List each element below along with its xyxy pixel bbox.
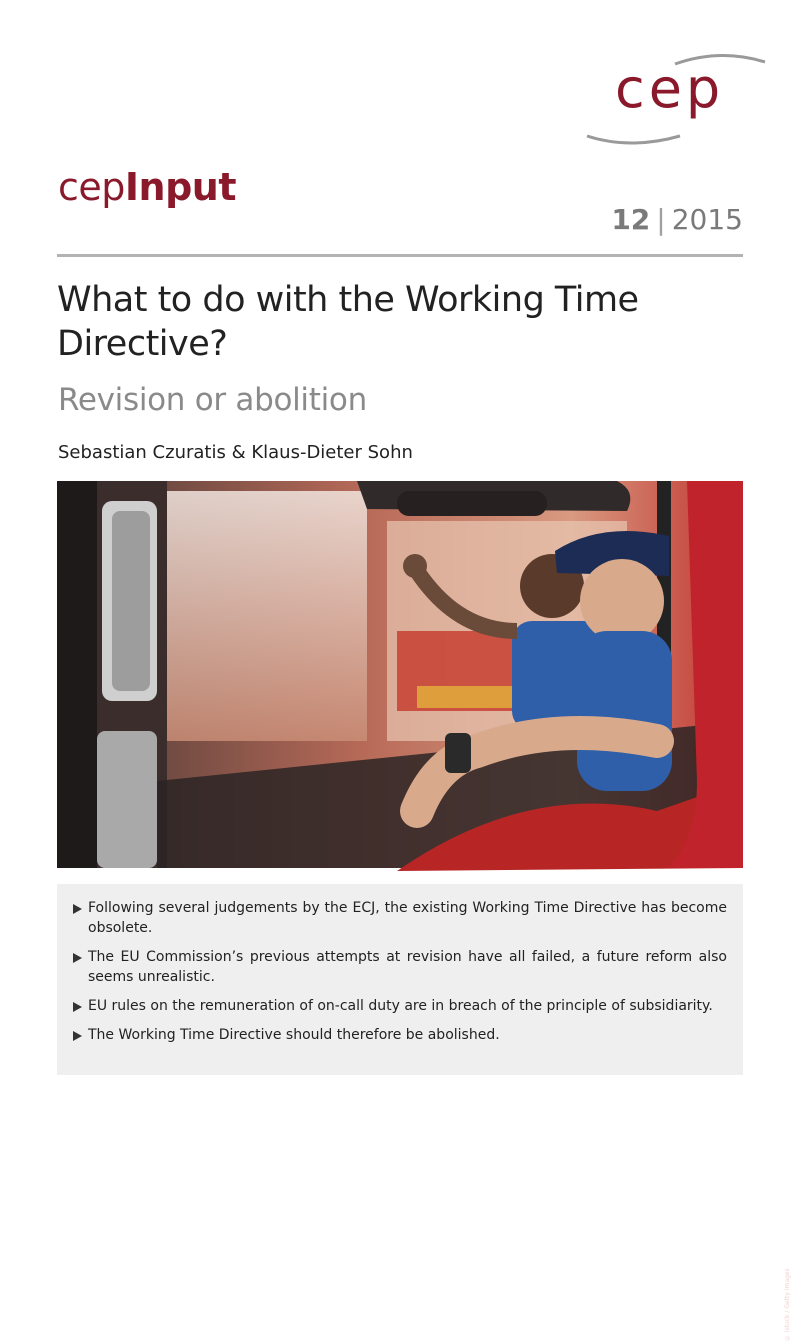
summary-list: [73, 898, 727, 1045]
summary-item: [73, 898, 727, 938]
cep-logo: [585, 50, 765, 150]
authors: Sebastian Czuratis & Klaus-Dieter Sohn: [58, 442, 413, 463]
summary-item: [73, 1025, 727, 1045]
arrow-right-icon: [73, 953, 82, 963]
summary-item-text: EU rules on the remuneration of on-call duty are in breach of the principle of subsidiarity.: [88, 998, 713, 1014]
photo-credit: © istock / Getty Images: [784, 1268, 791, 1341]
issue-num: 12: [611, 203, 651, 236]
summary-box: [57, 884, 743, 1075]
series-prefix: cep: [58, 165, 125, 209]
issue-year: 2015: [671, 203, 743, 236]
series-suffix: Input: [124, 165, 237, 209]
logo-text: cep: [615, 57, 725, 120]
summary-item-text: The Working Time Directive should therefore be abolished.: [88, 1027, 500, 1043]
arrow-right-icon: [73, 904, 82, 914]
summary-item-text: The EU Commission’s previous attempts at revision have all failed, a future reform also seems unrealistic.: [88, 949, 727, 985]
cover-photo-illustration: [57, 481, 743, 868]
page-subtitle: Revision or abolition: [58, 382, 367, 418]
page-title: What to do with the Working Time Directive?: [57, 280, 639, 364]
issue-separator: |: [656, 203, 666, 236]
series-name: [58, 165, 237, 209]
summary-item: [73, 996, 727, 1016]
arrow-right-icon: [73, 1002, 82, 1012]
arrow-right-icon: [73, 1031, 82, 1041]
issue-number: [611, 203, 743, 236]
header-divider: [57, 254, 743, 257]
summary-item-text: Following several judgements by the ECJ, the existing Working Time Directive has become obsolete.: [88, 900, 727, 936]
summary-item: [73, 947, 727, 987]
